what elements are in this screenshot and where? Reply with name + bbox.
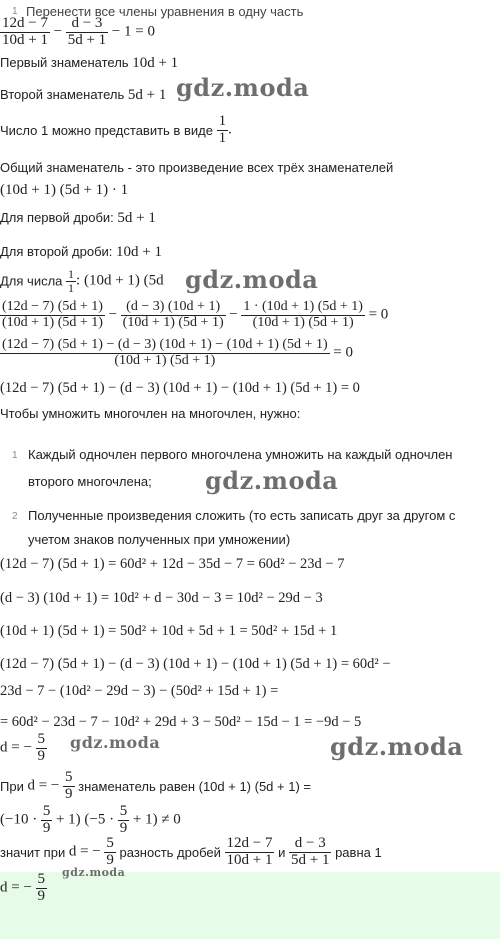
check-line: При d = − $\frac{5}{9}$ знаменатель равен (10d + 1) (5d + 1) = — [0, 769, 311, 802]
solution: d = − $\frac{5}{9}$ — [0, 731, 46, 764]
product-4-cont: 23d − 7 − (10d² − 29d − 3) − (50d² + 15d + 1) = — [0, 683, 279, 699]
rule-item-2-cont: учетом знаков полученных при умножении) — [28, 532, 291, 547]
equation-1: $\frac{12d - 7}{10d + 1}$ − $\frac{d - 3}{5d + 1}$ − 1 = 0 — [2, 15, 155, 48]
multiplier-2: Для второй дроби: 10d + 1 — [0, 244, 162, 260]
watermark: gdz.moda — [205, 466, 339, 495]
list-number-1: 1 — [12, 450, 18, 461]
watermark: gdz.moda — [330, 732, 464, 761]
product-4: (12d − 7) (5d + 1) − (d − 3) (10d + 1) − (10d + 1) (5d + 1) = 60d² − — [0, 656, 391, 672]
multiplier-3: Для числа $\frac{1}{1}$ : (10d + 1) (5d — [0, 267, 164, 295]
answer: d = − $\frac{5}{9}$ — [0, 871, 46, 904]
common-denominator-expr: (10d + 1) (5d + 1) · 1 — [0, 182, 129, 198]
rule-item-2: Полученные произведения сложить (то есть записать друг за другом с — [28, 508, 456, 523]
step-text: Перенести все члены уравнения в одну часть — [26, 4, 304, 19]
product-1: (12d − 7) (5d + 1) = 60d² + 12d − 35d − 7 = 60d² − 23d − 7 — [0, 556, 345, 572]
watermark: gdz.moda — [62, 866, 126, 879]
denominator-2: Второй знаменатель 5d + 1 — [0, 87, 167, 103]
watermark: gdz.moda — [185, 265, 319, 294]
conclusion: значит при d = − $\frac{5}{9}$ разность дробей $\frac{12d - 7}{10d + 1}$ и $\frac{d - 3}{5d + 1}$ равна 1 — [0, 835, 382, 868]
watermark: gdz.moda — [70, 733, 161, 752]
step-number: 1 — [12, 6, 18, 17]
equation-3: $\frac{(12d - 7) (5d + 1) - (d - 3) (10d + 1) - (10d + 1) (5d + 1)}{(10d + 1) (5d + 1)}$ = 0 — [2, 337, 353, 368]
denominator-1: Первый знаменатель 10d + 1 — [0, 55, 179, 71]
one-as-fraction: Число 1 можно представить в виде $\frac{1}{1}$ . — [0, 113, 232, 146]
common-denominator-text: Общий знаменатель - это произведение всех трёх знаменателей — [0, 160, 394, 175]
check-expression: (−10 · $\frac{5}{9}$ + 1) (−5 · $\frac{5}{9}$ + 1) ≠ 0 — [0, 803, 181, 836]
list-number-2: 2 — [12, 511, 18, 522]
rule-heading: Чтобы умножить многочлен на многочлен, нужно: — [0, 406, 301, 421]
product-3: (10d + 1) (5d + 1) = 50d² + 10d + 5d + 1 = 50d² + 15d + 1 — [0, 623, 338, 639]
rule-item-1: Каждый одночлен первого многочлена умножить на каждый одночлен — [28, 447, 453, 462]
simplification: = 60d² − 23d − 7 − 10d² + 29d + 3 − 50d² − 15d − 1 = −9d − 5 — [0, 714, 362, 730]
multiplier-1: Для первой дроби: 5d + 1 — [0, 210, 156, 226]
equation-2: $\frac{(12d - 7) (5d + 1)}{(10d + 1) (5d + 1)}$ − $\frac{(d - 3) (10d + 1)}{(10d + 1) (5d + 1)}$ − $\frac{1 \cdot (10d + 1) (5d + 1)}{(10d + 1) (5d + 1)}$ = 0 — [2, 299, 389, 330]
watermark: gdz.moda — [176, 73, 310, 102]
equation-4: (12d − 7) (5d + 1) − (d − 3) (10d + 1) − (10d + 1) (5d + 1) = 0 — [0, 380, 360, 396]
rule-item-1-cont: второго многочлена; — [28, 474, 152, 489]
answer-box — [0, 872, 500, 939]
product-2: (d − 3) (10d + 1) = 10d² + d − 30d − 3 = 10d² − 29d − 3 — [0, 590, 323, 606]
